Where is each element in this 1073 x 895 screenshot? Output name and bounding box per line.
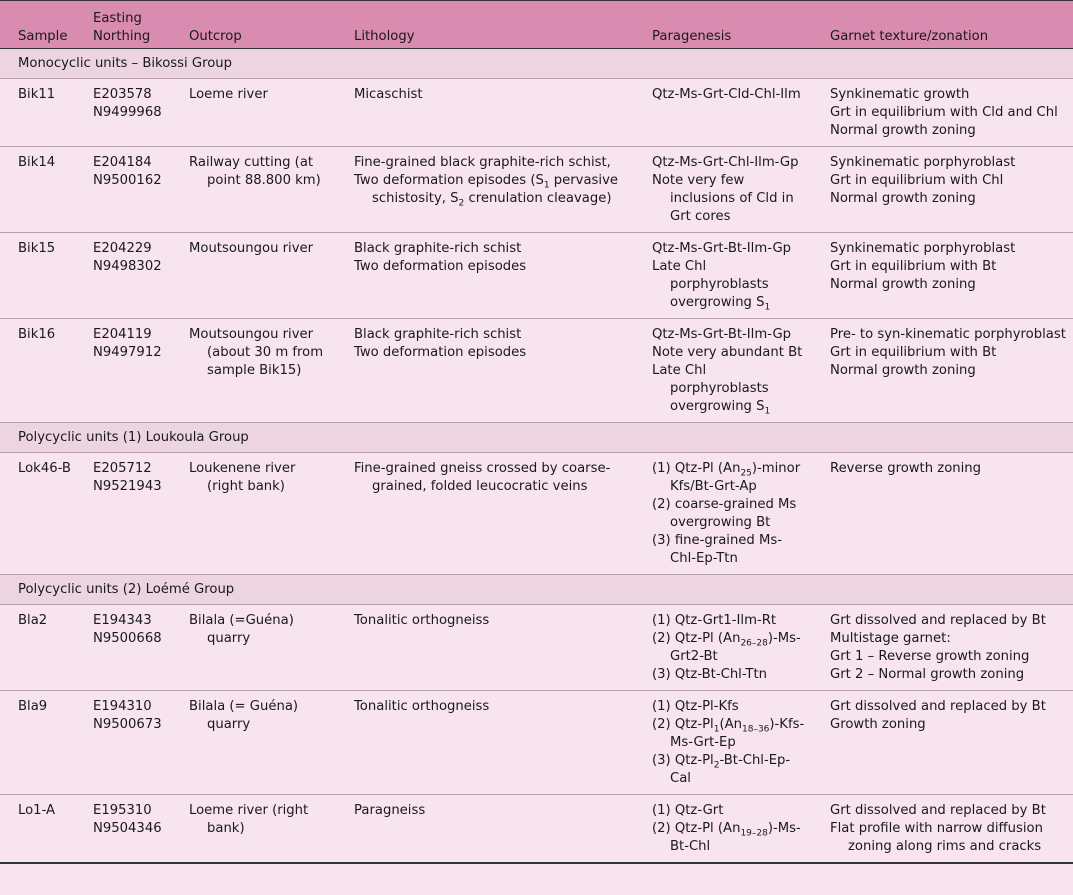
group-row: [0, 49, 1073, 79]
cell-outcrop: Loeme river: [171, 79, 336, 147]
cell-outcrop: Loukenene river (right bank): [171, 453, 336, 575]
group-heading: Polycyclic units (1) Loukoula Group: [0, 423, 1073, 453]
cell-sample: Bik14: [0, 147, 81, 233]
cell-outcrop: Moutsoungou river: [171, 233, 336, 319]
header-paragenesis: Paragenesis: [634, 1, 812, 49]
cell-sample: Bik11: [0, 79, 81, 147]
group-row: [0, 575, 1073, 605]
cell-paragenesis: Qtz-Ms-Grt-Bt-Ilm-Gp Note very abundant Bt Late Chl porphyroblasts overgrowing $S_1$: [634, 319, 812, 423]
cell-garnet: Reverse growth zoning: [812, 453, 1073, 575]
cell-garnet: Grt dissolved and replaced by Bt Growth zoning: [812, 691, 1073, 795]
cell-lithology: Black graphite-rich schist Two deformation episodes: [336, 233, 634, 319]
cell-outcrop: Loeme river (right bank): [171, 795, 336, 864]
cell-paragenesis: (1) Qtz-Pl $(An_{25})$-minor Kfs/Bt-Grt-Ap (2) coarse-grained Ms overgrowing Bt (3) fine-grained Ms-Chl-Ep-Ttn: [634, 453, 812, 575]
cell-outcrop: Bilala (= Guéna) quarry: [171, 691, 336, 795]
cell-outcrop: Bilala (=Guéna) quarry: [171, 605, 336, 691]
cell-coordinates: E195310 N9504346: [81, 795, 171, 864]
cell-paragenesis: Qtz-Ms-Grt-Chl-Ilm-Gp Note very few inclusions of Cld in Grt cores: [634, 147, 812, 233]
table-row: [0, 79, 1073, 147]
header-garnet: Garnet texture/zonation: [812, 1, 1073, 49]
cell-paragenesis: (1) Qtz-Grt (2) Qtz-Pl $(An_{19-28})-Ms-Bt$-Chl: [634, 795, 812, 864]
cell-sample: Bik15: [0, 233, 81, 319]
cell-outcrop: Moutsoungou river (about 30 m from sample Bik15): [171, 319, 336, 423]
cell-garnet: Synkinematic porphyroblast Grt in equilibrium with Bt Normal growth zoning: [812, 233, 1073, 319]
header-lithology: Lithology: [336, 1, 634, 49]
header-row: [0, 1, 1073, 49]
group-row: [0, 423, 1073, 453]
cell-lithology: Fine-grained gneiss crossed by coarse-grained, folded leucocratic veins: [336, 453, 634, 575]
cell-sample: Bla2: [0, 605, 81, 691]
cell-garnet: Pre- to syn-kinematic porphyroblast Grt in equilibrium with Bt Normal growth zoning: [812, 319, 1073, 423]
cell-sample: Bik16: [0, 319, 81, 423]
table-row: [0, 319, 1073, 423]
cell-paragenesis: Qtz-Ms-Grt-Cld-Chl-Ilm: [634, 79, 812, 147]
group-heading: Monocyclic units – Bikossi Group: [0, 49, 1073, 79]
cell-paragenesis: (1) Qtz-Pl-Kfs (2) Qtz-$Pl_1(An_{18-36})-Kfs-Ms-Grt-Ep$ (3) Qtz-$Pl_2-Bt-Chl-Ep$-Cal: [634, 691, 812, 795]
cell-garnet: Synkinematic porphyroblast Grt in equilibrium with Chl Normal growth zoning: [812, 147, 1073, 233]
group-heading: Polycyclic units (2) Loémé Group: [0, 575, 1073, 605]
cell-coordinates: E204119 N9497912: [81, 319, 171, 423]
cell-sample: Lok46-B: [0, 453, 81, 575]
cell-coordinates: E194310 N9500673: [81, 691, 171, 795]
cell-coordinates: E205712 N9521943: [81, 453, 171, 575]
cell-lithology: Tonalitic orthogneiss: [336, 605, 634, 691]
header-outcrop: Outcrop: [171, 1, 336, 49]
cell-lithology: Black graphite-rich schist Two deformation episodes: [336, 319, 634, 423]
cell-coordinates: E194343 N9500668: [81, 605, 171, 691]
cell-lithology: Fine-grained black graphite-rich schist, Two deformation episodes ($S_1$ pervasive schistosity, $S_2$ crenulation cleavage): [336, 147, 634, 233]
table-row: [0, 147, 1073, 233]
cell-coordinates: E204229 N9498302: [81, 233, 171, 319]
cell-lithology: Micaschist: [336, 79, 634, 147]
cell-lithology: Tonalitic orthogneiss: [336, 691, 634, 795]
cell-garnet: Grt dissolved and replaced by Bt Multistage garnet: Grt 1 – Reverse growth zoning Grt 2 – Normal growth zoning: [812, 605, 1073, 691]
table-row: [0, 233, 1073, 319]
cell-sample: Lo1-A: [0, 795, 81, 864]
cell-coordinates: E203578 N9499968: [81, 79, 171, 147]
cell-sample: Bla9: [0, 691, 81, 795]
table-row: [0, 605, 1073, 691]
cell-paragenesis: (1) Qtz-Grt1-Ilm-Rt (2) Qtz-Pl $(An_{26-28})-Ms-Grt2-Bt$ (3) Qtz-Bt-Chl-Ttn: [634, 605, 812, 691]
cell-coordinates: E204184 N9500162: [81, 147, 171, 233]
cell-outcrop: Railway cutting (at point 88.800 km): [171, 147, 336, 233]
cell-garnet: Grt dissolved and replaced by Bt Flat profile with narrow diffusion zoning along rims and cracks: [812, 795, 1073, 864]
table-row: [0, 691, 1073, 795]
cell-paragenesis: Qtz-Ms-Grt-Bt-Ilm-Gp Late Chl porphyroblasts overgrowing $S_1$: [634, 233, 812, 319]
table-row: [0, 795, 1073, 864]
table-row: [0, 453, 1073, 575]
cell-garnet: Synkinematic growth Grt in equilibrium with Cld and Chl Normal growth zoning: [812, 79, 1073, 147]
header-coordinates: Easting Northing: [81, 1, 171, 49]
cell-lithology: Paragneiss: [336, 795, 634, 864]
header-sample: Sample: [0, 1, 81, 49]
